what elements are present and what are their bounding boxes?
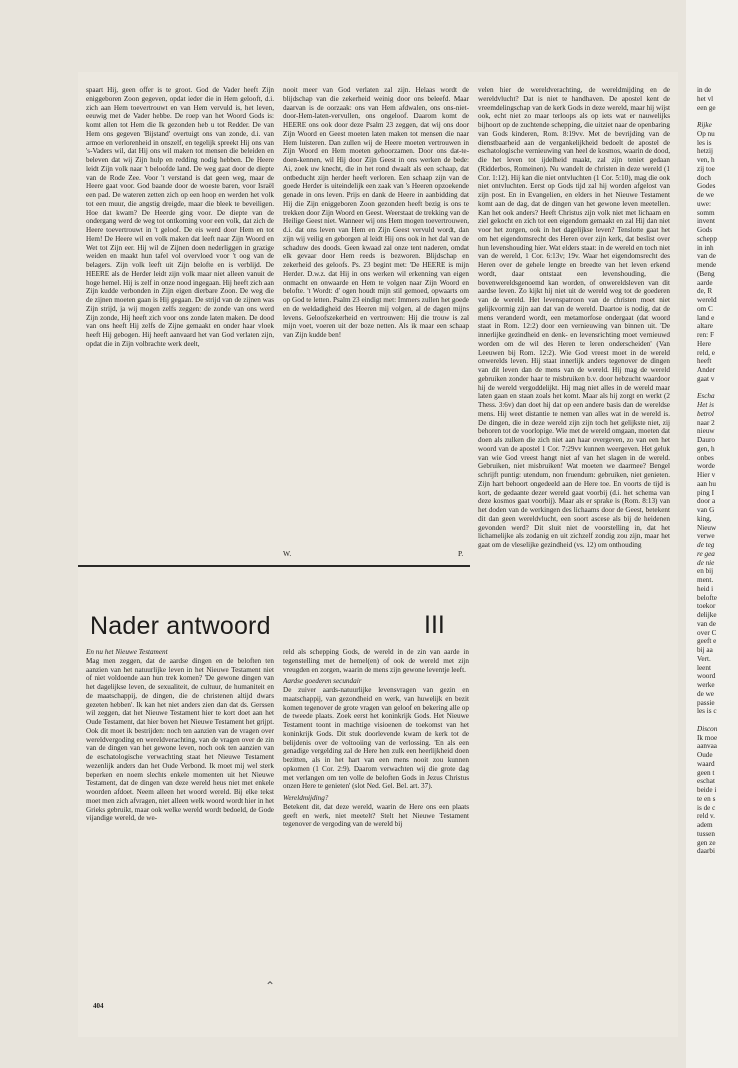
adjacent-page-line: van de	[697, 252, 716, 261]
adjacent-page-line: doch	[697, 173, 711, 182]
adjacent-page-line: om C	[697, 304, 713, 313]
adjacent-page-line: het vl	[697, 94, 714, 103]
adjacent-page-line: tussen	[697, 829, 715, 838]
adjacent-page-line: werke	[697, 681, 715, 689]
adjacent-page-line: passie	[697, 698, 715, 707]
adjacent-page-line: gen ze	[697, 838, 716, 847]
adjacent-page-line: heeft	[697, 357, 712, 366]
article-title: Nader antwoord	[90, 612, 271, 640]
bottom-column-2	[283, 648, 469, 998]
adjacent-page-line: les is c	[697, 707, 717, 716]
adjacent-page-line: waard	[697, 759, 715, 768]
adjacent-page-line: reld v.	[697, 812, 715, 821]
adjacent-page-line: aanvaa	[697, 742, 717, 751]
adjacent-page-line	[697, 716, 738, 725]
adjacent-page-line: in inh	[697, 243, 714, 252]
adjacent-page-line: bij aa	[697, 646, 713, 654]
article-number: III	[424, 611, 445, 639]
bottom-column-1-text: Mag men zeggen, dat de aardse dingen en de beloften ten aanzien van het natuurlijke leven in het Nieuwe Testament niet of niet voldoende aan hun trek komen? 'De gewone dingen van het dagelijkse leven, de sexualiteit, de cultuur, de humaniteit en de maatschappij, de dingen, die de christenen altijd dwars gezeten hebben'. Ik kan het niet anders zien dan dat ds. Gerssen wil zeggen, dat het Nieuwe Testament hier te kort doet aan het Oude Testament, dat hier boven het Nieuwe Testament het grijpt. Ook dit moet ik bestrijden: noch ten aanzien van de vragen over wereldvergoding en wereldverachting, van de vragen over de zin van de dingen van het gewone leven, noch ook ten aanzien van de eschatologische verwachting staat het Nieuwe Testament wezenlijk anders dan het Oude Verbond. Ik moet mij wel sterk beperken en noem slechts enkele momenten uit het Nieuwe Testament, dat de dingen van deze wereld heus niet met enkele woorden afdoet. Neem alleen het woord wereld. Bij elke tekst moet men zich afvragen, niet alleen welk woord wordt hier in het Grieks gebruikt, maar ook welke wereld wordt bedoeld, de Gode vijandige wereld, de we-	[86, 656, 274, 823]
top-column-2-text: nooit meer van God verlaten zal zijn. Helaas wordt de blijdschap van die zekerheid weinig door ons beleefd. Maar daarvan is de oorzaak: ons van Hem afdwalen, ons ons-niet-door-Hem-laten-vervullen, ons ongeloof. Daarom komt de HEERE ons ook door deze Psalm 23 zeggen, dat wij ons door Zijn Woord en Geest moeten laten maken tot mensen die naar Hem luisteren. Dan zullen wij de Heere moeten vertrouwen in Zijn Woord en Hem moeten gehoorzamen. Door ons dat-te-doen-kennen, wil Hij door Zijn Geest in ons werken de bede: Ai, zoek uw knecht, die in het rond dwaalt als een schaap, dat ontbeducht zijn herder heeft verloren. Een schaap zijn van de goede Herder is uiteindelijk een zaak van 's Heeren opzoekende genade in ons leven. Prijs en dank de Heere in aanbidding dat Hij die Zijn eniggeboren Zoon gezonden heeft bezig is ons te trekken door Zijn Woord en Geest. Weerstaat de trekking van de Heilige Geest niet. Wanneer wij ons Hem mogen toevertrouwen, d.i. dat ons leven van Hem en Zijn Geest vervuld wordt, dan zijn wij veilig en geborgen al leidt Hij ons ook in het dal van de schaduw des doods. Geen kwaad zal onze tent naderen, omdat elk gevaar door Hem reeds is bezworen. Blijdschap en zekerheid des geloofs. Ps. 23 begint met: 'De HEERE is mijn Herder. D.w.z. dat Hij in ons werken wil erkenning van eigen onmacht en onwaarde en Hem te volgen naar Zijn Woord en belofte. 't Wordt: d' ogen houdt mijn stil gemoed, opwaarts om op God te letten. Psalm 23 eindigt met: Immers zullen het goede en de weldadigheid des Heeren mij volgen, al de dagen mijns levens. Geloofszekerheid en vertrouwen: Hij die trouw is zal mijn voet, voeren uit der boze netten. Als ik maar een schaap van Zijn kudde ben!	[283, 86, 469, 339]
adjacent-page-line: Ik moe	[697, 733, 718, 742]
adjacent-page-line: verwe	[697, 532, 715, 541]
right-column-3	[478, 86, 670, 1022]
bottom-column-2-body-1: De zuiver aards-natuurlijke levensvragen van gezin en maatschappij, van gezondheid en werk, van huwelijk en bezit komen tegenover de grote vragen van geloof en bekering alle op de tweede plaats. Zoek eerst het koninkrijk Gods. Het Nieuwe Testament toont in machtige visioenen de toekomst van het koninkrijk Gods. Dit stuk doorlevende kwam de kerk tot de belijdenis over de voltooiing van de verlossing. 'En als een genadige vergelding zal de Here hen zulk een heerlijkheid doen bezitten, als in het hart van een mens nooit zou kunnen opkomen (1 Cor. 2:9). Daarom verwachten wij die grote dag met verlangen om ten volle de beloften Gods in Jezus Christus onzen Here te genieten' (slot Ned. Gel. Bel. art. 37).	[283, 686, 469, 791]
adjacent-page-line: van G	[697, 506, 715, 514]
adjacent-page-line: de we	[697, 191, 714, 199]
top-column-1	[86, 86, 274, 558]
adjacent-page-line: is de c	[697, 803, 716, 812]
adjacent-page-line: Rijke	[697, 121, 712, 129]
adjacent-page-line: over C	[697, 628, 717, 637]
adjacent-page-line: (Beng	[697, 269, 715, 278]
adjacent-page-line: nieuw	[697, 427, 715, 436]
top-column-1-text: spaart Hij, geen offer is te groot. God de Vader heeft Zijn eniggeboren Zoon gegeven, opdat ieder die in Hem gelooft, d.i. zich aan Hem toevertrouwt en van Hem vervuld is, het leven, eeuwig met de Vader hebbe. De roep van het Woord Gods is: komt allen tot Hem die Ik gezonden heb u tot Redder. De van Hem ons gegeven 'Bijstand' overtuigt ons van zonde, d.i. van armoe en verlorenheid in onszelf, en tegelijk spreekt Hij ons van 's-Vaders wil, dat Hij ons wil maken tot mensen die beleiden en beleven dat wij Zijn hulp en redding nodig hebben. De Heere leidt Zijn volk naar 't beloofde land. De weg gaat door de diepte van de Rode Zee. Voor 't verstand is dat geen weg, maar de Heere gaat voor. God baande door de woeste baren, voor Israël een pad. De wateren zetten zich op een hoop en werden het volk tot een muur, die angstig dreigde, maar die bleek te beveiligen. Hoe dat kwam? De Heerde ging voor. De diepte van de ondergang werd de weg tot ontkoming voor een volk, dat zich de Heere toevertrouwt in 't geloof. De eis werd door Hem en tot Hem! De Heere wil en volk maken dat leeft naar Zijn Woord en Wet tot Zijn eer. Hij wil de Zijnen doen nederliggen in grazige weiden en maakt hun tafel vol overvloed voor 't oog van de belagers. Zijn volk leeft uit Zijn belofte en is verblijd. De HEERE als de Herder leidt zijn volk maar niet alleen vanuit de hoge hemel. Hij is zelf in onze nood ingegaan. Hij heeft zich aan Zijn kudde verbonden in Zijn eigen dierbare Zoon. De weg die de zijnen moeten gaan is Hij gegaan. De strijd van de zijnen was Zijn strijd, ja wij mogen zelfs zeggen: de zonde van ons werd Zijn zonde, Hij heeft zich voor ons zonde laten maken. De dood van ons heeft Hij zelfs de Zijne gemaakt en onder haar vloek heeft Hij gebogen. Hij heeft aanvaard het van God verlaten zijn, opdat die in Zijn volbrachte werk deelt,	[86, 86, 274, 348]
adjacent-page-line: Ander	[697, 366, 715, 374]
adjacent-page-line: heid i	[697, 584, 714, 593]
adjacent-page-line: onbes	[697, 453, 714, 462]
adjacent-page-line: les is	[697, 138, 712, 147]
adjacent-page-line: daarbi	[697, 847, 715, 856]
section-heading-wereldmijding: Wereldmijding?	[283, 794, 329, 802]
adjacent-page-line: Dauro	[697, 436, 715, 444]
signature-right: P.	[458, 549, 464, 558]
adjacent-page-line: aarde	[697, 278, 713, 287]
page-number: 404	[93, 1002, 104, 1010]
adjacent-page-line: de, R	[697, 287, 713, 296]
adjacent-page-line: king,	[697, 514, 712, 523]
adjacent-page-line: uwe:	[697, 199, 711, 208]
adjacent-page-line: Vert.	[697, 654, 711, 663]
adjacent-page-line: ren: F	[697, 331, 714, 339]
adjacent-page-line: Discon	[697, 724, 718, 733]
bottom-column-2-intro: reld als schepping Gods, de wereld in de zin van aarde in tegenstelling met de hemel(en) of ook de wereld met zijn vreugden en zorgen, waarin de mens zijn gewone leventje leeft.	[283, 648, 469, 674]
adjacent-page-line: invent	[697, 217, 715, 226]
adjacent-page-line: adem	[697, 821, 713, 829]
adjacent-page-line: Oude	[697, 751, 713, 759]
adjacent-page-line	[697, 112, 738, 121]
adjacent-page-line	[697, 384, 738, 393]
adjacent-page-line: ven, h	[697, 156, 715, 164]
adjacent-page-line: van de	[697, 619, 716, 628]
adjacent-page-line: somm	[697, 208, 715, 217]
adjacent-page-line: Nieuw	[697, 523, 717, 532]
adjacent-page-line: Escha	[697, 392, 715, 401]
adjacent-page-line: Het is	[697, 401, 714, 409]
adjacent-page-line: Here	[697, 339, 711, 348]
adjacent-page-line: wereld	[697, 296, 717, 304]
adjacent-page-line: gen, h	[697, 444, 715, 453]
adjacent-page-line: aan hu	[697, 479, 716, 488]
adjacent-page-line: Godes	[697, 182, 716, 191]
adjacent-page-line: geeft e	[697, 637, 717, 646]
adjacent-page-line: toekor	[697, 602, 716, 611]
adjacent-page-line: altare	[697, 322, 713, 331]
adjacent-page-line: ping I	[697, 488, 714, 497]
adjacent-page-line: zij toe	[697, 164, 715, 173]
adjacent-page-line: Hier v	[697, 471, 716, 479]
bottom-column-1	[86, 648, 274, 998]
adjacent-page-line: worde	[697, 462, 715, 471]
adjacent-page-line: Gods	[697, 226, 713, 234]
adjacent-page-line: te en s	[697, 794, 716, 803]
adjacent-page-line: een ge	[697, 103, 716, 112]
adjacent-page-line: ment.	[697, 576, 714, 584]
adjacent-page-line: en bij	[697, 567, 714, 576]
adjacent-page-line: Op nu	[697, 129, 715, 138]
adjacent-page-line: schepp	[697, 234, 717, 243]
adjacent-page-line: gaat v	[697, 374, 715, 383]
adjacent-page-line: eschat	[697, 777, 715, 786]
section-heading-aardse: Aardse goederen secundair	[283, 677, 362, 686]
adjacent-page-line: geen t	[697, 768, 715, 777]
top-column-2	[283, 86, 469, 548]
right-column-3-text: velen hier de wereldverachting, de wereldmijding en de wereldvlucht? Dat is niet te handhaven. De apostel kent de vreemdelingschap van de kerk Gods in deze wereld, maar hij wijst ook, echt niet zo maar terloops als op iets wat er nauwelijks bijhoort op de zuchtende schepping, die uitziet naar de openbaring van Gods kinderen, Rom. 8:19vv. Met de bevrijding van de dienstbaarheid aan de vergankelijkheid bedoelt de apostel de eschatologische vernieuwing van heel de kosmos, waarin de dood, die het leven tot ijdelheid maakt, zal zijn teniet gedaan (Ridderbos, Romeinen). Nu wandelt de christen in deze wereld (1 Cor. 1:12). Hij kan die niet ontvluchten (1 Cor. 5:10), mag die ook niet ontvluchten. Eerst op Gods tijd zal hij worden afgelost van zijn post. En in Evangelien, en elders in het Nieuwe Testament komt aan de dag, dat de dingen van het gewone leven meetellen. Kan het ook anders? Heeft Christus zijn volk niet met lichaam en ziel gekocht en zich tot een eigendom gemaakt en zal Hij dan niet voor het zorgen, ook in het dagelijkse leven? Tenslotte gaat het om het eigendomsrecht des Heren over zijn kerk, dat beslist over hun levenshouding hier. Wat elders staat: in de wereld en toch niet van de wereld, 1 Cor. 6:13v; 19v. Waar het eigendomsrecht des Heren over de gehele lengte en breedte van het leven erkend wordt, daar ontstaat een levenshouding, die bovenwereldsgenoemd kan worden, of onwereldsleven van dit aardse leven. Zo kijkt hij niet uit de wereld weg tot de goederen van de wereld. Het levenspatroon van de christen moet niet gelijkvormig zijn aan dat van de wereld. Daartoe is nodig, dat de mens veranderd wordt, een metamorfose ondergaat (dat woord staat in Rom. 12:2) door een vernieuwing van binnen uit. 'De innerlijke gezindheid en denk- en levensrichting moet vernieuwd worden om de wil des Heren te leren onderscheiden' (Van Leeuwen bij Rom. 12:2). Wie God vreest moet in de wereld onwerelds leven. Hij staat innerlijk anders tegenover de dingen van dit leven dan de mens van de wereld. Hij mag de wereld gebruiken zonder haar te misbruiken b.v. door hebzucht waardoor hij de wereld vergoddelijkt. Hij mag niet alles in de wereld maar laten gaan en staan zoals het komt. Maar als hij zorgt en werkt (2 Thess. 3:6v) dan doet hij dat op een andere basis dan de wereldse mens. Hij weet distantie te nemen van alles wat in de wereld is. De dingen, die in deze wereld zijn zijn toch het gelijkste niet, zij behoren tot de voorlopige. Wie met de wereld omgaan, moeten dat doen als zulken die zich niet aan haar overgeven, zo van een het woord van de apostel 1 Cor. 7:29vv kunnen weergeven. Het geluk van wie God vreest hangt niet af van het slagen in de wereld. Gebruiken, niet misbruiken! Wat moeten we daarmee? Bengel schrijft puntig: utendum, non fruendum: gebruiken, niet genieten. Zijn hart behoort ongedeeld aan de Here toe. En voorts de tijd is kort, de gedaante dezer wereld gaat voorbij (d.i. het schema van deze kosmos gaat voorbij). Maar als er sprake is (Rom. 8:13) van het doden van de werkingen des lichaams door de Geest, betekent dit dan geen wereldvlucht, een soort ascese als bij de heidenen gevonden werd? Dit sluit niet de voorstelling in, dat het lichamelijke als zodanig en uit zichzelf zondig zou zijn, maar het gaat om de vleselijke gezindheid (vs. 12) om onthouding	[478, 86, 670, 549]
bottom-column-2-body-2: Betekent dit, dat deze wereld, waarin de Here ons een plaats geeft en werk, niet meetelt? Stelt het Nieuwe Testament tegenover de vergoding van de wereld bij	[283, 802, 469, 829]
adjacent-page-line: naar 2	[697, 418, 715, 427]
adjacent-page-line: in de	[697, 86, 712, 94]
section-heading-nt: En nu het Nieuwe Testament	[86, 648, 168, 656]
adjacent-page-text	[697, 86, 738, 856]
adjacent-page-line: delijke	[697, 611, 717, 619]
section-divider	[78, 565, 470, 567]
adjacent-page-line: leent	[697, 663, 711, 672]
adjacent-page-line: reld, e	[697, 348, 715, 357]
adjacent-page-line: belofte	[697, 593, 717, 602]
scan-mark-icon: ⌃	[265, 979, 276, 993]
adjacent-page-line: betrol	[697, 409, 714, 418]
adjacent-page-line: beide i	[697, 786, 717, 794]
adjacent-page-line: hetzij	[697, 147, 713, 156]
adjacent-page-line: land e	[697, 313, 715, 322]
adjacent-page-line: de nie	[697, 558, 715, 567]
adjacent-page-line: de we	[697, 689, 714, 698]
signature-left: W.	[283, 549, 292, 558]
adjacent-page-line: woord	[697, 672, 716, 681]
adjacent-page-line: mende	[697, 261, 717, 269]
adjacent-page-line: de teg	[697, 541, 715, 549]
adjacent-page-line: door a	[697, 497, 716, 506]
adjacent-page-line: re gea	[697, 549, 715, 558]
